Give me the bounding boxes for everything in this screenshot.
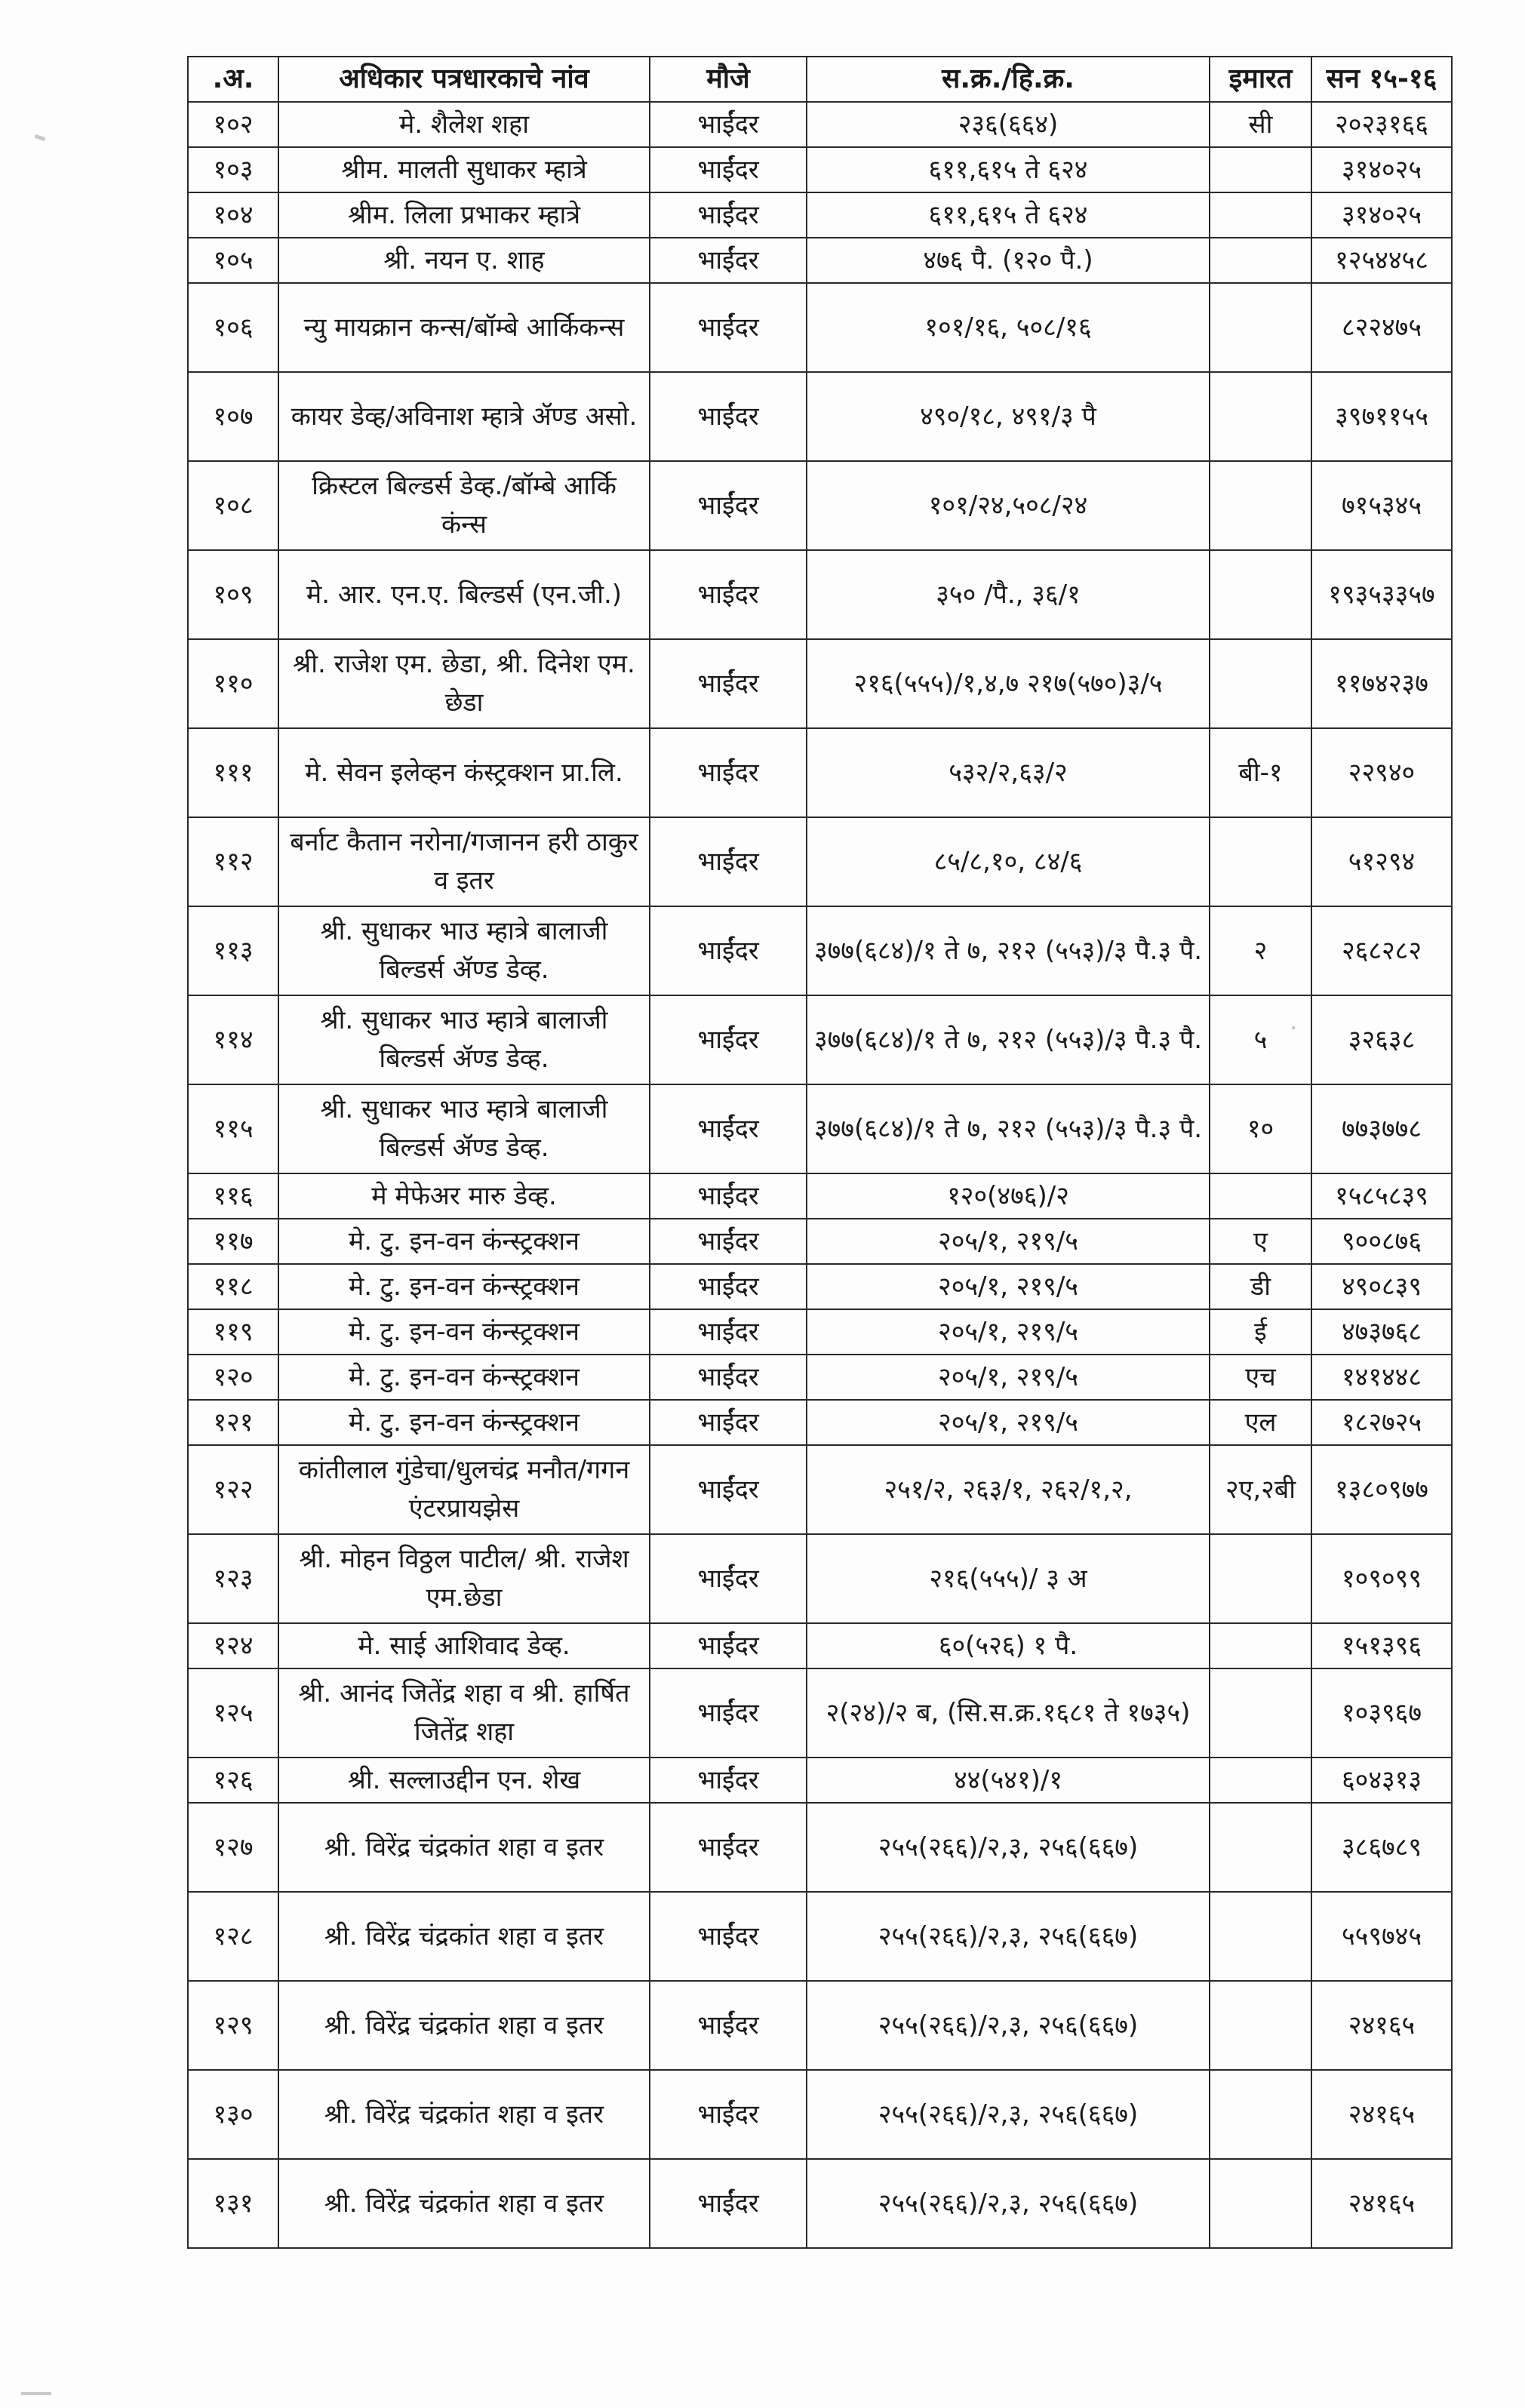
table-row <box>188 372 1452 461</box>
amount-cell: ४९०८३९ <box>1311 1264 1452 1309</box>
survey-no-cell: ४४(५४१)/१ <box>807 1758 1210 1803</box>
building-cell: एल <box>1210 1400 1311 1445</box>
holder-name-cell: श्री. विरेंद्र चंद्रकांत शहा व इतर <box>278 1803 650 1892</box>
serial-no-cell: १२७ <box>188 1803 278 1892</box>
building-cell <box>1210 1892 1311 1981</box>
village-cell: भाईंदर <box>650 1400 807 1445</box>
serial-no-cell: १२१ <box>188 1400 278 1445</box>
holder-name-cell: श्री. मोहन विठ्ठल पाटील/ श्री. राजेश एम.छेडा <box>278 1534 650 1623</box>
table-row <box>188 1668 1452 1758</box>
building-cell <box>1210 283 1311 372</box>
table-row <box>188 2070 1452 2159</box>
village-cell: भाईंदर <box>650 238 807 283</box>
survey-no-cell: ३७७(६८४)/१ ते ७, २१२ (५५३)/३ पै.३ पै. <box>807 995 1210 1084</box>
village-cell: भाईंदर <box>650 1534 807 1623</box>
holder-name-cell: श्री. विरेंद्र चंद्रकांत शहा व इतर <box>278 1981 650 2070</box>
village-cell: भाईंदर <box>650 1668 807 1758</box>
survey-no-cell: ६११,६१५ ते ६२४ <box>807 192 1210 238</box>
amount-cell: ३१४०२५ <box>1311 192 1452 238</box>
serial-no-cell: १२२ <box>188 1445 278 1534</box>
village-cell: भाईंदर <box>650 1219 807 1264</box>
holder-name-cell: मे. टु. इन-वन कंन्स्ट्रक्शन <box>278 1264 650 1309</box>
table-row <box>188 1534 1452 1623</box>
serial-no-cell: ११७ <box>188 1219 278 1264</box>
amount-cell: ७७३७७८ <box>1311 1084 1452 1173</box>
holder-name-cell: श्री. नयन ए. शाह <box>278 238 650 283</box>
village-cell: भाईंदर <box>650 2070 807 2159</box>
survey-no-cell: ५३२/२,६३/२ <box>807 728 1210 817</box>
amount-cell: १०९०९९ <box>1311 1534 1452 1623</box>
building-cell <box>1210 550 1311 639</box>
village-cell: भाईंदर <box>650 995 807 1084</box>
amount-cell: ८२२४७५ <box>1311 283 1452 372</box>
village-cell: भाईंदर <box>650 1309 807 1355</box>
holder-name-cell: मे. आर. एन.ए. बिल्डर्स (एन.जी.) <box>278 550 650 639</box>
amount-cell: ३२६३८ <box>1311 995 1452 1084</box>
building-cell: डी <box>1210 1264 1311 1309</box>
survey-no-cell: ३५० /पै., ३६/१ <box>807 550 1210 639</box>
village-cell: भाईंदर <box>650 283 807 372</box>
village-cell: भाईंदर <box>650 639 807 728</box>
village-cell: भाईंदर <box>650 1758 807 1803</box>
table-row <box>188 728 1452 817</box>
building-cell: बी-१ <box>1210 728 1311 817</box>
building-cell: ई <box>1210 1309 1311 1355</box>
building-cell <box>1210 2159 1311 2248</box>
survey-no-cell: १२०(४७६)/२ <box>807 1173 1210 1219</box>
table-row <box>188 2159 1452 2248</box>
table-row <box>188 1803 1452 1892</box>
serial-no-cell: १३० <box>188 2070 278 2159</box>
scan-speck <box>35 134 46 141</box>
village-cell: भाईंदर <box>650 461 807 550</box>
building-cell: २ए,२बी <box>1210 1445 1311 1534</box>
village-cell: भाईंदर <box>650 2159 807 2248</box>
amount-cell: ५५९७४५ <box>1311 1892 1452 1981</box>
survey-no-cell: २१६(५५५)/१,४,७ २१७(५७०)३/५ <box>807 639 1210 728</box>
building-cell: ए <box>1210 1219 1311 1264</box>
holder-name-cell: कायर डेव्ह/अविनाश म्हात्रे ॲण्ड असो. <box>278 372 650 461</box>
table-row <box>188 1173 1452 1219</box>
building-cell <box>1210 372 1311 461</box>
holder-name-cell: श्री. विरेंद्र चंद्रकांत शहा व इतर <box>278 2070 650 2159</box>
serial-no-cell: ११२ <box>188 817 278 906</box>
holder-name-cell: मे. टु. इन-वन कंन्स्ट्रक्शन <box>278 1219 650 1264</box>
building-cell <box>1210 147 1311 192</box>
village-cell: भाईंदर <box>650 550 807 639</box>
survey-no-cell: ४७६ पै. (१२० पै.) <box>807 238 1210 283</box>
serial-no-cell: १२९ <box>188 1981 278 2070</box>
survey-no-cell: २५५(२६६)/२,३, २५६(६६७) <box>807 1981 1210 2070</box>
village-cell: भाईंदर <box>650 1623 807 1668</box>
survey-no-cell: ६०(५२६) १ पै. <box>807 1623 1210 1668</box>
village-cell: भाईंदर <box>650 1981 807 2070</box>
serial-no-cell: ११५ <box>188 1084 278 1173</box>
survey-no-cell: २०५/१, २१९/५ <box>807 1355 1210 1400</box>
table-row <box>188 1309 1452 1355</box>
serial-no-cell: ११३ <box>188 906 278 995</box>
survey-no-cell: २०५/१, २१९/५ <box>807 1309 1210 1355</box>
survey-no-cell: २५५(२६६)/२,३, २५६(६६७) <box>807 1803 1210 1892</box>
village-cell: भाईंदर <box>650 1355 807 1400</box>
amount-cell: १५१३९६ <box>1311 1623 1452 1668</box>
serial-no-cell: १२३ <box>188 1534 278 1623</box>
table-row <box>188 102 1452 147</box>
amount-cell: ४७३७६८ <box>1311 1309 1452 1355</box>
serial-no-cell: १११ <box>188 728 278 817</box>
header-village: मौजे <box>650 57 807 102</box>
table-row <box>188 1892 1452 1981</box>
owners-register-table <box>187 56 1453 2249</box>
holder-name-cell: श्रीम. मालती सुधाकर म्हात्रे <box>278 147 650 192</box>
village-cell: भाईंदर <box>650 817 807 906</box>
amount-cell: १४१४४८ <box>1311 1355 1452 1400</box>
survey-no-cell: ३७७(६८४)/१ ते ७, २१२ (५५३)/३ पै.३ पै. <box>807 906 1210 995</box>
holder-name-cell: मे. टु. इन-वन कंन्स्ट्रक्शन <box>278 1400 650 1445</box>
table-row <box>188 1758 1452 1803</box>
amount-cell: १८२७२५ <box>1311 1400 1452 1445</box>
building-cell <box>1210 1534 1311 1623</box>
building-cell <box>1210 461 1311 550</box>
amount-cell: ३१४०२५ <box>1311 147 1452 192</box>
holder-name-cell: मे. टु. इन-वन कंन्स्ट्रक्शन <box>278 1355 650 1400</box>
table-body <box>188 102 1452 2248</box>
serial-no-cell: ११९ <box>188 1309 278 1355</box>
building-cell <box>1210 1981 1311 2070</box>
header-serial-no: .अ. <box>188 57 278 102</box>
header-holder-name: अधिकार पत्रधारकाचे नांव <box>278 57 650 102</box>
village-cell: भाईंदर <box>650 906 807 995</box>
holder-name-cell: बर्नाट कैतान नरोना/गजानन हरी ठाकुर व इतर <box>278 817 650 906</box>
survey-no-cell: २५५(२६६)/२,३, २५६(६६७) <box>807 2070 1210 2159</box>
village-cell: भाईंदर <box>650 1264 807 1309</box>
building-cell <box>1210 639 1311 728</box>
building-cell <box>1210 1758 1311 1803</box>
table-row <box>188 147 1452 192</box>
amount-cell: १९३५३३५७ <box>1311 550 1452 639</box>
holder-name-cell: मे. साई आशिवाद डेव्ह. <box>278 1623 650 1668</box>
table-row <box>188 1981 1452 2070</box>
survey-no-cell: २०५/१, २१९/५ <box>807 1264 1210 1309</box>
serial-no-cell: १२६ <box>188 1758 278 1803</box>
table-row <box>188 1264 1452 1309</box>
survey-no-cell: ४९०/१८, ४९१/३ पै <box>807 372 1210 461</box>
holder-name-cell: मे. टु. इन-वन कंन्स्ट्रक्शन <box>278 1309 650 1355</box>
serial-no-cell: १२८ <box>188 1892 278 1981</box>
amount-cell: ६०४३१३ <box>1311 1758 1452 1803</box>
village-cell: भाईंदर <box>650 192 807 238</box>
serial-no-cell: ११८ <box>188 1264 278 1309</box>
building-cell <box>1210 1173 1311 1219</box>
holder-name-cell: श्री. सुधाकर भाउ म्हात्रे बालाजी बिल्डर्स ॲण्ड डेव्ह. <box>278 1084 650 1173</box>
table-row <box>188 461 1452 550</box>
village-cell: भाईंदर <box>650 372 807 461</box>
amount-cell: १०३९६७ <box>1311 1668 1452 1758</box>
serial-no-cell: १०३ <box>188 147 278 192</box>
serial-no-cell: १०५ <box>188 238 278 283</box>
holder-name-cell: श्रीम. लिला प्रभाकर म्हात्रे <box>278 192 650 238</box>
amount-cell: ५१२९४ <box>1311 817 1452 906</box>
building-cell <box>1210 2070 1311 2159</box>
building-cell <box>1210 1668 1311 1758</box>
header-year: सन १५-१६ <box>1311 57 1452 102</box>
holder-name-cell: न्यु मायक्रान कन्स/बॉम्बे आर्किकन्स <box>278 283 650 372</box>
village-cell: भाईंदर <box>650 1084 807 1173</box>
village-cell: भाईंदर <box>650 728 807 817</box>
table-header-row <box>188 57 1452 102</box>
serial-no-cell: ११० <box>188 639 278 728</box>
serial-no-cell: १३१ <box>188 2159 278 2248</box>
header-building: इमारत <box>1210 57 1311 102</box>
building-cell: एच <box>1210 1355 1311 1400</box>
serial-no-cell: १२५ <box>188 1668 278 1758</box>
survey-no-cell: २(२४)/२ ब, (सि.स.क्र.१६८१ ते १७३५) <box>807 1668 1210 1758</box>
building-cell <box>1210 1803 1311 1892</box>
survey-no-cell: २५१/२, २६३/१, २६२/१,२, <box>807 1445 1210 1534</box>
holder-name-cell: श्री. सुधाकर भाउ म्हात्रे बालाजी बिल्डर्स ॲण्ड डेव्ह. <box>278 906 650 995</box>
table-row <box>188 906 1452 995</box>
survey-no-cell: २०५/१, २१९/५ <box>807 1400 1210 1445</box>
amount-cell: २२९४० <box>1311 728 1452 817</box>
survey-no-cell: ६११,६१५ ते ६२४ <box>807 147 1210 192</box>
survey-no-cell: २३६(६६४) <box>807 102 1210 147</box>
amount-cell: २४१६५ <box>1311 2159 1452 2248</box>
building-cell: ५ <box>1210 995 1311 1084</box>
table-row <box>188 1355 1452 1400</box>
amount-cell: २०२३१६६ <box>1311 102 1452 147</box>
survey-no-cell: ३७७(६८४)/१ ते ७, २१२ (५५३)/३ पै.३ पै. <box>807 1084 1210 1173</box>
survey-no-cell: २५५(२६६)/२,३, २५६(६६७) <box>807 2159 1210 2248</box>
table-row <box>188 995 1452 1084</box>
building-cell: १० <box>1210 1084 1311 1173</box>
serial-no-cell: ११६ <box>188 1173 278 1219</box>
building-cell <box>1210 1623 1311 1668</box>
table-row <box>188 192 1452 238</box>
amount-cell: २४१६५ <box>1311 1981 1452 2070</box>
serial-no-cell: १०८ <box>188 461 278 550</box>
survey-no-cell: २०५/१, २१९/५ <box>807 1219 1210 1264</box>
amount-cell: ३८६७८९ <box>1311 1803 1452 1892</box>
table-row <box>188 1219 1452 1264</box>
holder-name-cell: श्री. सुधाकर भाउ म्हात्रे बालाजी बिल्डर्स ॲण्ड डेव्ह. <box>278 995 650 1084</box>
amount-cell: ७१५३४५ <box>1311 461 1452 550</box>
holder-name-cell: श्री. राजेश एम. छेडा, श्री. दिनेश एम. छेडा <box>278 639 650 728</box>
survey-no-cell: २१६(५५५)/ ३ अ <box>807 1534 1210 1623</box>
building-cell <box>1210 192 1311 238</box>
village-cell: भाईंदर <box>650 102 807 147</box>
building-cell: २ <box>1210 906 1311 995</box>
holder-name-cell: मे. शैलेश शहा <box>278 102 650 147</box>
village-cell: भाईंदर <box>650 147 807 192</box>
holder-name-cell: मे. सेवन इलेव्हन कंस्ट्रक्शन प्रा.लि. <box>278 728 650 817</box>
building-cell: सी <box>1210 102 1311 147</box>
amount-cell: ९००८७६ <box>1311 1219 1452 1264</box>
village-cell: भाईंदर <box>650 1892 807 1981</box>
holder-name-cell: मे मेफेअर मारु डेव्ह. <box>278 1173 650 1219</box>
holder-name-cell: श्री. विरेंद्र चंद्रकांत शहा व इतर <box>278 1892 650 1981</box>
table-row <box>188 1623 1452 1668</box>
amount-cell: १२५४४५८ <box>1311 238 1452 283</box>
serial-no-cell: १०६ <box>188 283 278 372</box>
amount-cell: ११७४२३७ <box>1311 639 1452 728</box>
table-row <box>188 238 1452 283</box>
table-row <box>188 283 1452 372</box>
serial-no-cell: १२० <box>188 1355 278 1400</box>
holder-name-cell: श्री. विरेंद्र चंद्रकांत शहा व इतर <box>278 2159 650 2248</box>
village-cell: भाईंदर <box>650 1173 807 1219</box>
scan-speck <box>21 2392 51 2395</box>
survey-no-cell: १०१/२४,५०८/२४ <box>807 461 1210 550</box>
building-cell <box>1210 817 1311 906</box>
table-row <box>188 639 1452 728</box>
survey-no-cell: २५५(२६६)/२,३, २५६(६६७) <box>807 1892 1210 1981</box>
amount-cell: २६८२८२ <box>1311 906 1452 995</box>
serial-no-cell: ११४ <box>188 995 278 1084</box>
table-row <box>188 1400 1452 1445</box>
serial-no-cell: १०२ <box>188 102 278 147</box>
survey-no-cell: १०१/१६, ५०८/१६ <box>807 283 1210 372</box>
holder-name-cell: श्री. सल्लाउद्दीन एन. शेख <box>278 1758 650 1803</box>
holder-name-cell: क्रिस्टल बिल्डर्स डेव्ह./बॉम्बे आर्कि कंन्स <box>278 461 650 550</box>
table-row <box>188 817 1452 906</box>
amount-cell: ३९७११५५ <box>1311 372 1452 461</box>
header-survey-no: स.क्र./हि.क्र. <box>807 57 1210 102</box>
serial-no-cell: १०९ <box>188 550 278 639</box>
table-row <box>188 1084 1452 1173</box>
serial-no-cell: १२४ <box>188 1623 278 1668</box>
building-cell <box>1210 238 1311 283</box>
holder-name-cell: कांतीलाल गुंडेचा/धुलचंद्र मनौत/गगन एंटरप्रायझेस <box>278 1445 650 1534</box>
amount-cell: २४१६५ <box>1311 2070 1452 2159</box>
table-row <box>188 1445 1452 1534</box>
table-row <box>188 550 1452 639</box>
village-cell: भाईंदर <box>650 1803 807 1892</box>
amount-cell: १३८०९७७ <box>1311 1445 1452 1534</box>
survey-no-cell: ८५/८,१०, ८४/६ <box>807 817 1210 906</box>
amount-cell: १५८५८३९ <box>1311 1173 1452 1219</box>
serial-no-cell: १०४ <box>188 192 278 238</box>
serial-no-cell: १०७ <box>188 372 278 461</box>
village-cell: भाईंदर <box>650 1445 807 1534</box>
holder-name-cell: श्री. आनंद जितेंद्र शहा व श्री. हार्षित जितेंद्र शहा <box>278 1668 650 1758</box>
